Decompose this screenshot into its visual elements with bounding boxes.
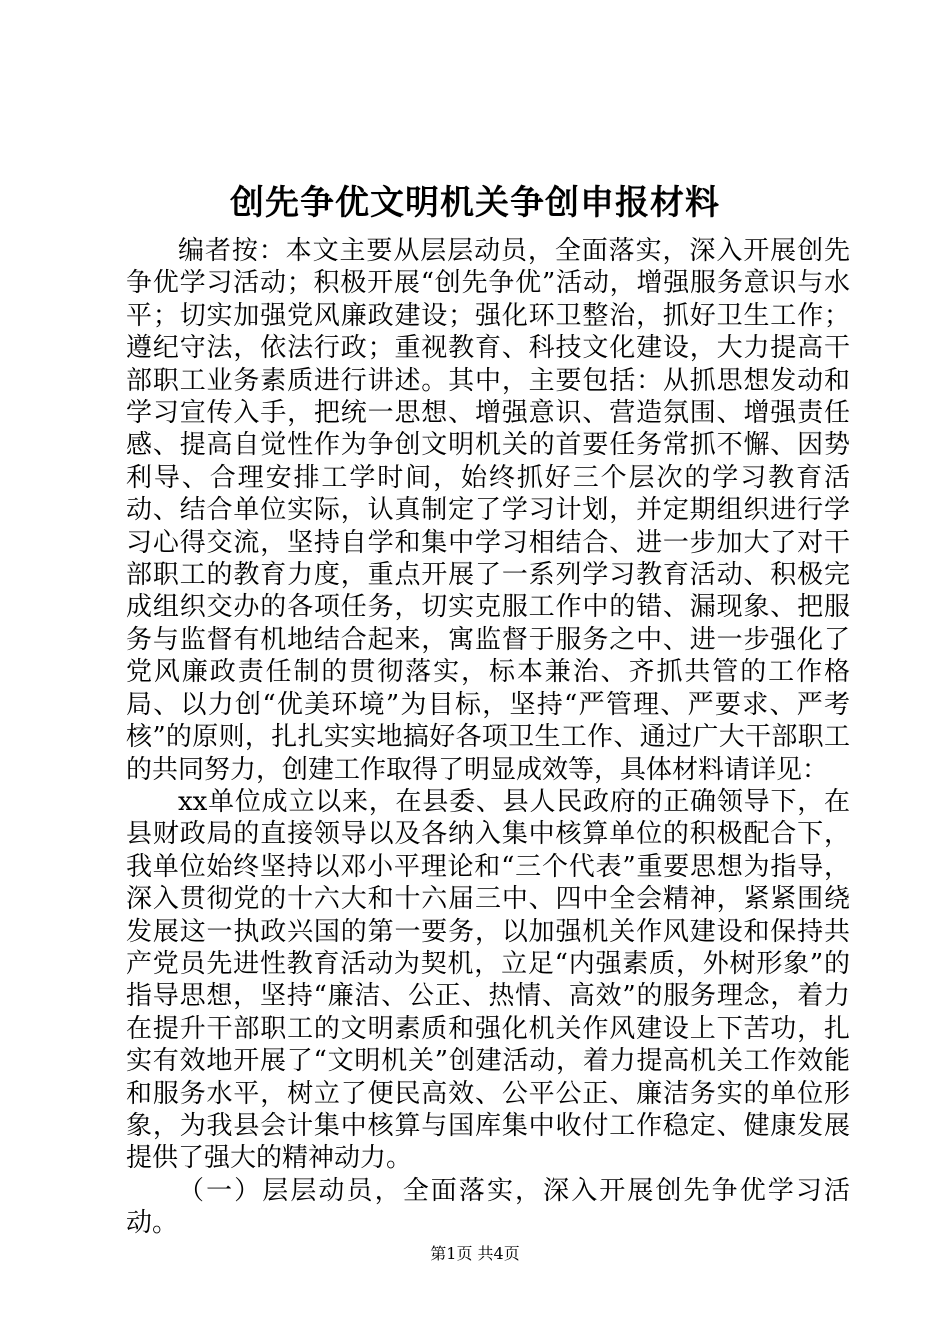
editor-note-paragraph: 编者按：本文主要从层层动员，全面落实，深入开展创先争优学习活动；积极开展“创先争优”活动，增强服务意识与水平；切实加强党风廉政建设；强化环卫整治，抓好卫生工作；遵纪守法，依法行政；重视教育、科技文化建设，大力提高干部职工业务素质进行讲述。其中，主要包括：从抓思想发动和学习宣传入手，把统一思想、增强意识、营造氛围、增强责任感、提高自觉性作为争创文明机关的首要任务常抓不懈、因势利导、合理安排工学时间，始终抓好三个层次的学习教育活动、结合单位实际，认真制定了学习计划，并定期组织进行学习心得交流，坚持自学和集中学习相结合、进一步加大了对干部职工的教育力度，重点开展了一系列学习教育活动、积极完成组织交办的各项任务，切实克服工作中的错、漏现象、把服务与监督有机地结合起来，寓监督于服务之中、进一步强化了党风廉政责任制的贯彻落实，标本兼治、齐抓共管的工作格局、以力创“优美环境”为目标，坚持“严管理、严要求、严考核”的原则，扎扎实实地搞好各项卫生工作、通过广大干部职工的共同努力，创建工作取得了明显成效等，具体材料请详见： [126, 236, 850, 785]
document-title: 创先争优文明机关争创申报材料 [230, 183, 720, 223]
body-paragraph: xx单位成立以来，在县委、县人民政府的正确领导下，在县财政局的直接领导以及各纳入集中核算单位的积极配合下，我单位始终坚持以邓小平理论和“三个代表”重要思想为指导，深入贯彻党的十六大和十六届三中、四中全会精神，紧紧围绕发展这一执政兴国的第一要务，以加强机关作风建设和保持共产党员先进性教育活动为契机，立足“内强素质，外树形象”的指导思想，坚持“廉洁、公正、热情、高效”的服务理念，着力在提升干部职工的文明素质和强化机关作风建设上下苦功，扎实有效地开展了“文明机关”创建活动，着力提高机关工作效能和服务水平，树立了便民高效、公平公正、廉洁务实的单位形象，为我县会计集中核算与国库集中收付工作稳定、健康发展提供了强大的精神动力。 [126, 786, 850, 1174]
section-heading-paragraph: （一）层层动员，全面落实，深入开展创先争优学习活动。 [126, 1175, 850, 1239]
document-body [126, 235, 850, 1240]
page-number-footer: 第1页 共4页 [430, 1244, 520, 1263]
